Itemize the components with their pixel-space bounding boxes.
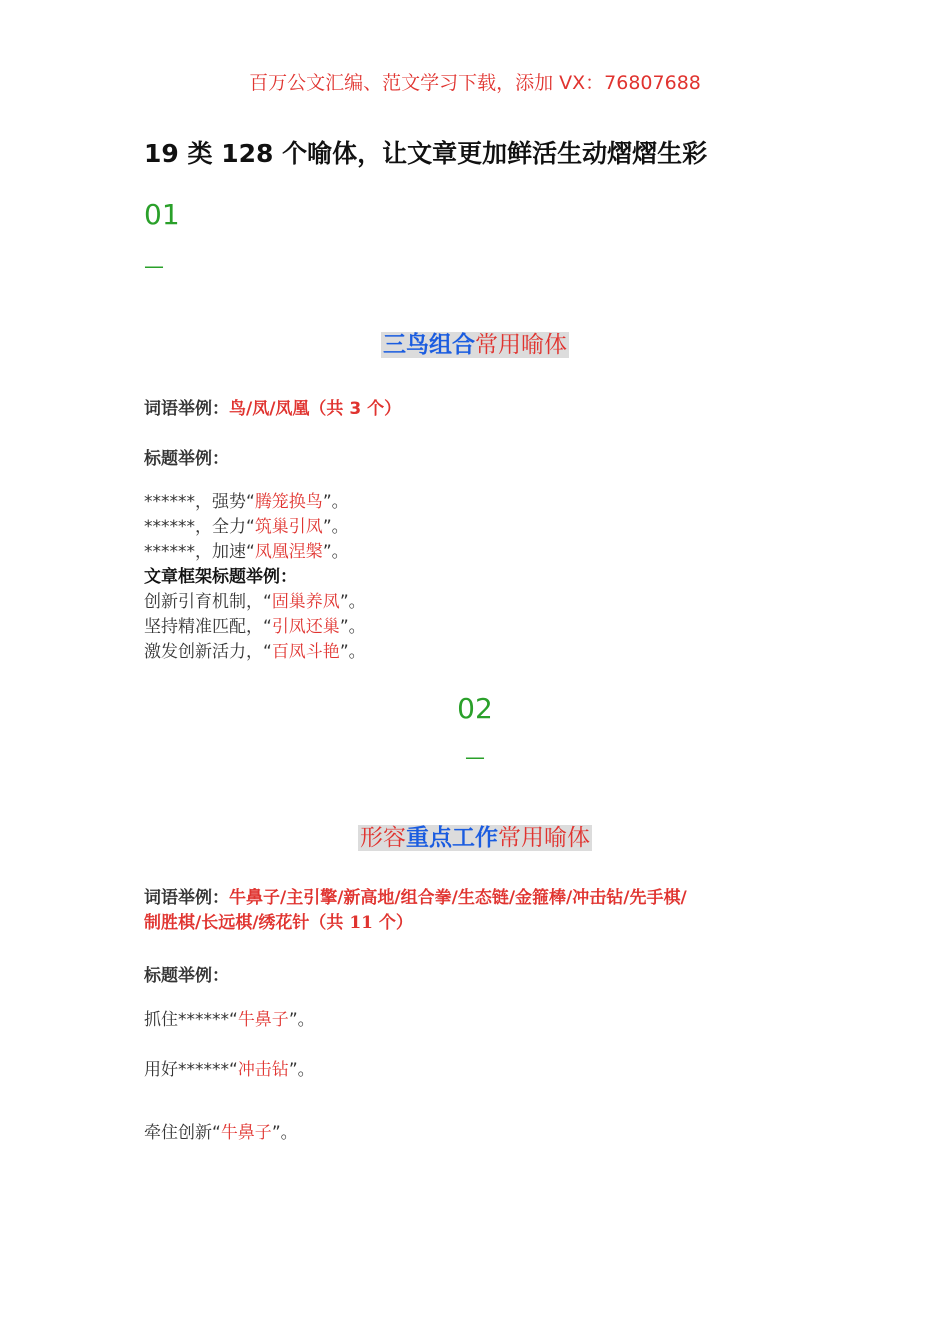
list-item: 坚持精准匹配，“引凤还巢”。 [144, 617, 366, 637]
document-title: 19 类 128 个喻体，让文章更加鲜活生动熠熠生彩 [144, 139, 708, 168]
section-1-examples [144, 490, 366, 665]
section-2-title: 形容重点工作常用喻体 [360, 825, 590, 851]
section-2-heading [0, 819, 950, 852]
section-1-number: 01 [144, 198, 180, 231]
section-1-dash: — [144, 254, 164, 278]
list-item: 创新引育机制，“固巢养凤”。 [144, 592, 366, 612]
section-2-dash: — [465, 745, 485, 769]
section-1-heading [0, 326, 950, 359]
list-item: ******，全力“筑巢引凤”。 [144, 517, 349, 537]
section-2-titles-label: 标题举例： [144, 966, 229, 986]
list-item: 激发创新活力，“百凤斗艳”。 [144, 642, 366, 662]
list-item: 用好******“冲击钻”。 [144, 1060, 315, 1080]
page-header: 百万公文汇编、范文学习下载，添加 VX：76807688 [249, 72, 701, 94]
list-item: ******，强势“腾笼换鸟”。 [144, 492, 349, 512]
framework-label: 文章框架标题举例： [144, 567, 297, 587]
list-item: ******，加速“凤凰涅槃”。 [144, 542, 349, 562]
section-2-words: 词语举例：牛鼻子/主引擎/新高地/组合拳/生态链/金箍棒/冲击钻/先手棋/ 制胜棋/长远棋/绣花针（共 11 个） [144, 888, 687, 933]
section-1-words: 词语举例：鸟/凤/凤凰（共 3 个） [144, 399, 402, 419]
section-1-title: 三鸟组合常用喻体 [383, 332, 567, 358]
section-2-number: 02 [457, 692, 493, 725]
list-item: 牵住创新“牛鼻子”。 [144, 1123, 298, 1143]
section-1-titles-label: 标题举例： [144, 449, 229, 469]
list-item: 抓住******“牛鼻子”。 [144, 1010, 315, 1030]
